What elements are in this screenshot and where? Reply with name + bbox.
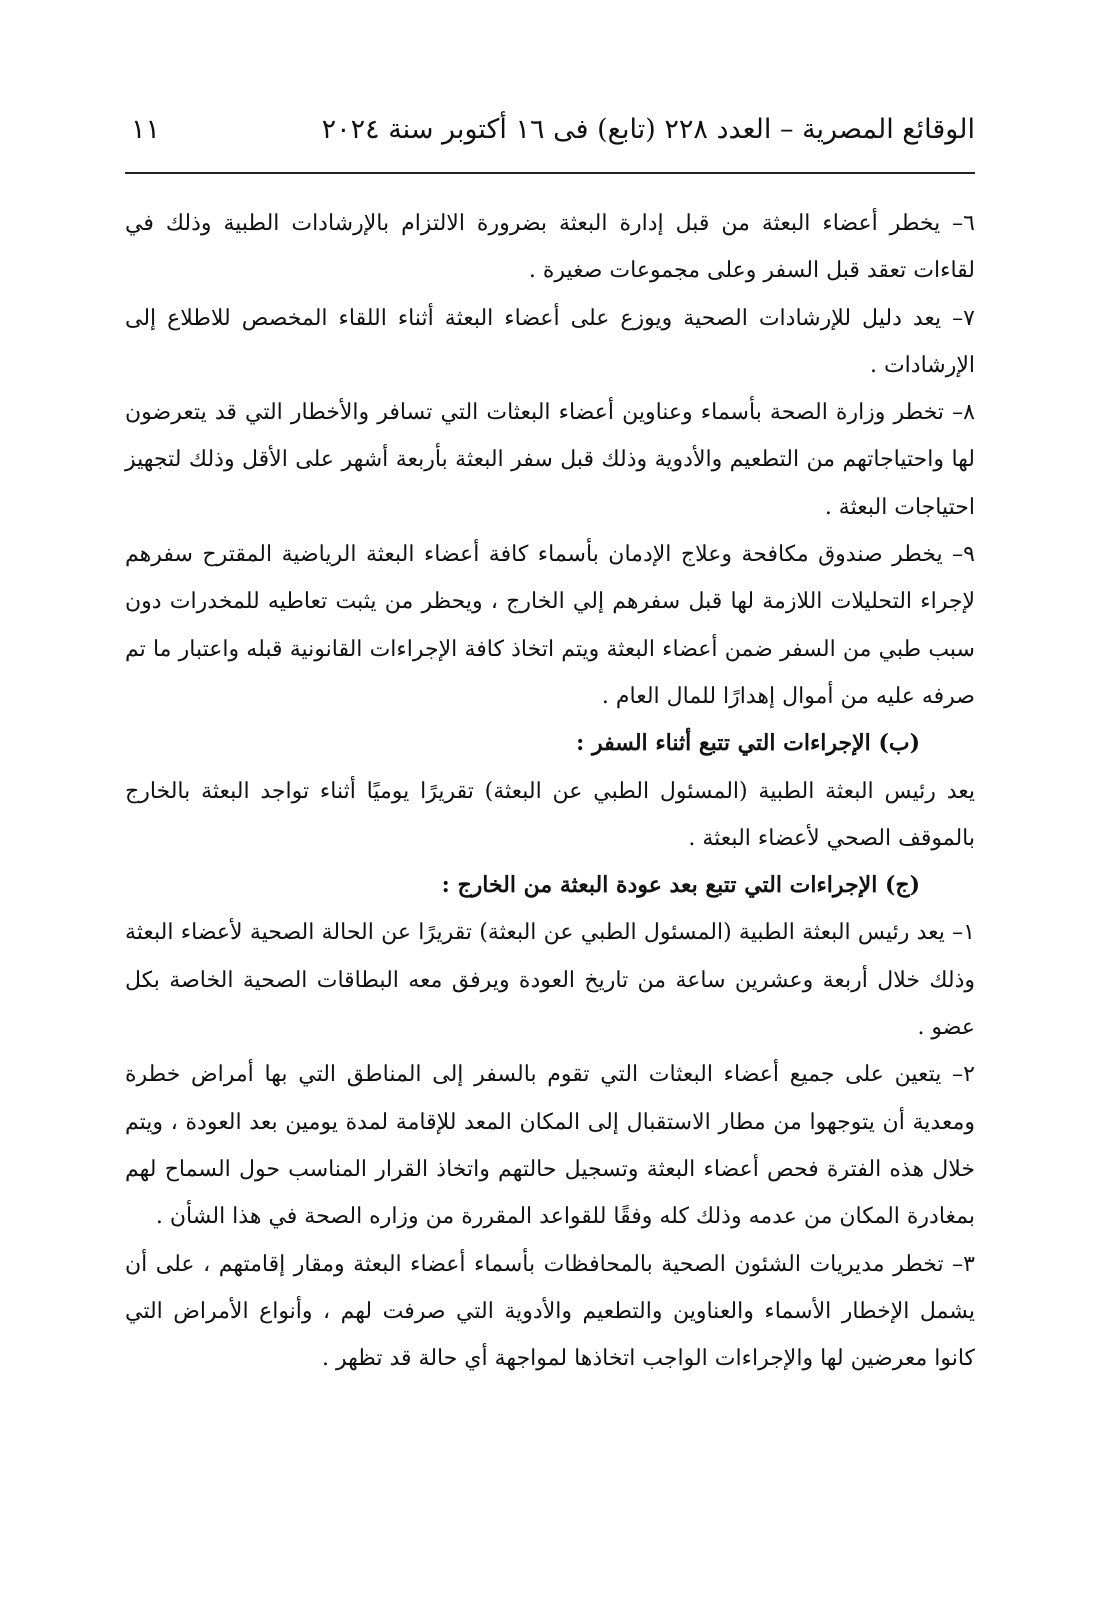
header-divider [125, 172, 975, 174]
section-c-clause-3: ٣– تخطر مديريات الشئون الصحية بالمحافظات بأسماء أعضاء البعثة ومقار إقامتهم ، على أن يشمل الإخطار الأسماء والعناوين والتطعيم والأدوية التي صرفت لهم ، وأنواع الأمراض التي كانوا معرضين لها والإجراءات الواجب اتخاذها لمواجهة أي حالة قد تظهر . [125, 1251, 975, 1372]
section-heading-c: (ج) الإجراءات التي تتبع بعد عودة البعثة من الخارج : [441, 872, 920, 899]
page-header [125, 112, 975, 162]
clause-6: ٦– يخطر أعضاء البعثة من قبل إدارة البعثة بضرورة الالتزام بالإرشادات الطبية وذلك في لقاءات تعقد قبل السفر وعلى مجموعات صغيرة . [125, 211, 975, 284]
section-heading-b: (ب) الإجراءات التي تتبع أثناء السفر : [576, 730, 920, 757]
section-c-clause-2: ٢– يتعين على جميع أعضاء البعثات التي تقوم بالسفر إلى المناطق التي بها أمراض خطرة ومعدية أن يتوجهوا من مطار الاستقبال إلى المكان المعد للإقامة لمدة يومين بعد العودة ، ويتم خلال هذه الفترة فحص أعضاء البعثة وتسجيل حالتهم واتخاذ القرار المناسب حول السماح لهم بمغادرة المكان من عدمه وذلك كله وفقًا للقواعد المقررة من وزاره الصحة في هذا الشأن . [125, 1062, 975, 1230]
clause-7: ٧– يعد دليل للإرشادات الصحية ويوزع على أعضاء البعثة أثناء اللقاء المخصص للاطلاع إلى الإرشادات . [125, 305, 975, 378]
section-c-clause-1: ١– يعد رئيس البعثة الطبية (المسئول الطبي عن البعثة) تقريرًا عن الحالة الصحية لأعضاء البعثة وذلك خلال أربعة وعشرين ساعة من تاريخ العودة ويرفق معه البطاقات الصحية الخاصة بكل عضو . [125, 920, 975, 1041]
section-b-paragraph: يعد رئيس البعثة الطبية (المسئول الطبي عن البعثة) تقريرًا يوميًا أثناء تواجد البعثة بالخارج بالموقف الصحي لأعضاء البعثة . [125, 778, 975, 851]
clause-8: ٨– تخطر وزارة الصحة بأسماء وعناوين أعضاء البعثات التي تسافر والأخطار التي قد يتعرضون لها واحتياجاتهم من التطعيم والأدوية وذلك قبل سفر البعثة بأربعة أشهر على الأقل وذلك لتجهيز احتياجات البعثة . [125, 400, 975, 520]
header-title: الوقائع المصرية – العدد ٢٢٨ (تابع) فى ١٦ أكتوبر سنة ٢٠٢٤ [321, 114, 975, 145]
clause-9: ٩– يخطر صندوق مكافحة وعلاج الإدمان بأسماء كافة أعضاء البعثة الرياضية المقترح سفرهم لإجراء التحليلات اللازمة لها قبل سفرهم إلي الخارج ، ويحظر من يثبت تعاطيه للمخدرات دون سبب طبي من السفر ضمن أعضاء البعثة ويتم اتخاذ كافة الإجراءات القانونية قبله واعتبار ما تم صرفه عليه من أموال إهدارًا للمال العام . [125, 542, 975, 709]
page-number: ١١ [131, 114, 161, 145]
document-body [125, 200, 975, 1382]
